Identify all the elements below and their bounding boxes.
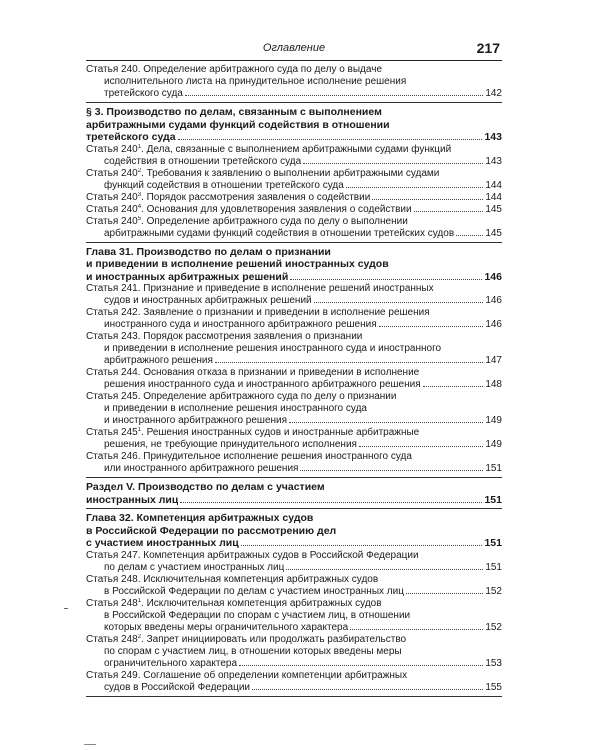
toc-entry-text: . Решения иностранных судов и иностранные арбитражные [141,427,420,438]
toc-entry-title [86,427,502,439]
toc-entry-text [104,658,237,670]
toc-entry-text [104,319,377,331]
dot-leader [303,163,483,164]
toc-entry-text [104,379,421,391]
toc-page-number: 152 [485,621,502,633]
dot-leader [359,446,483,447]
toc-heading [86,106,502,144]
toc-entry-text: Глава 31. Производство по делам о признании [86,245,331,258]
toc-page [86,40,502,697]
superscript: 5 [137,215,142,222]
dot-leader [252,689,483,690]
toc-page-number: 145 [485,227,502,239]
toc-entry-last-line [86,439,502,451]
toc-entry-last-line [86,156,502,168]
running-header [86,40,502,61]
toc-entry-continuation: исполнительного листа на принудительное исполнение решения [104,76,407,87]
margin-mark [64,608,68,609]
toc-entry [86,574,502,598]
toc-entry-last-line [86,319,502,331]
toc-entry-last-line [86,622,502,634]
toc-heading [86,246,502,284]
toc-entry-text [104,228,454,240]
toc-entry-text: иностранных лиц [86,493,179,506]
toc-section [86,61,502,103]
toc-entry-text: Статья 240 [86,143,138,155]
toc-entry-text: . Основания для удовлетворения заявления о содействии [141,203,412,215]
toc-entry-text [104,295,312,307]
toc-entry-title [86,451,502,463]
toc-entry-text: Статья 243. Порядок рассмотрения заявления о признании [86,331,363,342]
toc-entry-title [86,106,502,119]
toc-page-number: 146 [485,295,502,306]
toc-entry-title [86,391,502,403]
dot-leader [346,187,483,188]
toc-entry-last-line [86,204,502,216]
toc-entry-title [86,670,502,682]
toc-section [86,478,502,509]
toc-entry-text: функций содействия в отношении третейского суда [104,179,344,191]
toc-entry-title [86,307,502,319]
toc-entry-title [86,598,502,610]
dot-leader [350,629,483,630]
toc-entry-text: § 3. Производство по делам, связанным с выполнением [86,106,382,118]
superscript: 2 [137,167,142,174]
toc-entry-continuation: по спорам с участием лиц, в отношении которых введены меры [104,645,402,657]
toc-heading [86,481,502,506]
toc-entry-last-line [86,682,502,694]
toc-page-number: 151 [484,493,502,506]
dot-leader [239,665,483,666]
toc-section [86,509,502,697]
toc-page-number: 151 [485,561,502,573]
toc-entry-text: Статья 248 [86,633,138,645]
header-title: Оглавление [262,42,326,54]
toc-entry-text: Статья 242. Заявление о признании и приведении в исполнение решения [86,307,430,318]
toc-entry-text: и иностранного арбитражного решения [104,415,288,426]
toc-entry-continuation: в Российской Федерации по рассмотрению дел [86,524,337,537]
toc-page-number: 153 [485,657,502,669]
toc-entry [86,550,502,574]
toc-entry-text [104,586,404,598]
toc-entry-continuation: и приведении в исполнение решений иностранных судов [86,258,389,270]
toc-entry-text: Статья 240 [86,167,138,179]
toc-entry-text: . Порядок рассмотрения заявления о содействии [141,191,371,203]
toc-entry-text: судов в Российской Федерации [104,681,250,693]
toc-entry-text: . Исключительная компетенция арбитражных судов [141,597,382,609]
toc-page-number: 151 [485,463,502,474]
toc-entry-text: в Российской Федерации по делам с участием иностранных лиц [104,585,404,597]
toc-page-number: 148 [485,379,502,390]
toc-entry-text: третейского суда [86,131,176,143]
toc-page-number: 155 [485,681,502,693]
dot-leader [286,569,483,570]
toc-entry [86,367,502,391]
toc-entry-text [86,537,239,550]
toc-page-number: 144 [485,179,502,191]
toc-entry-text: Статья 240 [86,203,138,215]
toc-entry-title [86,634,502,646]
superscript: 1 [137,427,142,433]
toc-entry-continuation: в Российской Федерации по спорам с участием лиц, в отношении [104,609,411,621]
dot-leader [289,422,483,423]
toc-entry-last-line [86,131,502,144]
dot-leader [379,326,484,327]
toc-entry-text: арбитражного решения [104,355,213,366]
toc-entry-text [104,180,344,192]
toc-entry-title [86,246,502,259]
toc-entry-last-line [86,192,502,204]
dot-leader [456,235,483,236]
dot-leader [290,279,482,280]
toc-entry-text: Статья 248 [86,597,138,609]
toc-entry-text: Статья 244. Основания отказа в признании и приведении в исполнение [86,367,420,378]
toc-page-number: 152 [485,585,502,597]
dot-leader [178,139,483,140]
toc-entry-title [86,216,502,228]
toc-entry-title [86,168,502,180]
toc-entry-last-line [86,494,502,507]
toc-entry-continuation: и приведении в исполнение решения иностранного суда [104,403,367,414]
toc-entry-title [86,367,502,379]
toc-page-number: 147 [485,355,502,366]
dot-leader [215,362,483,363]
toc-entry-text: Статья 241. Признание и приведение в исполнение решений иностранных [86,283,434,294]
toc-entry-text [104,355,213,367]
toc-entry [86,192,502,204]
bottom-mark [84,744,96,745]
toc-entry-title [86,283,502,295]
toc-entry-text: Статья 245 [86,427,138,438]
toc-entry-text [104,88,183,100]
toc-entry-text: Статья 249. Соглашение об определении компетенции арбитражных [86,669,408,681]
toc-entry [86,427,502,451]
toc-entry-text: . Запрет инициировать или продолжать разбирательство [141,633,407,645]
toc-page-number: 149 [485,415,502,426]
toc-entry-text: Статья 240 [86,191,138,203]
toc-entry [86,307,502,331]
toc-entry-text [86,204,412,216]
toc-entry-title [86,331,502,343]
toc-entry-text: решения, не требующие принудительного исполнения [104,439,357,450]
toc-entry-last-line [86,658,502,670]
toc-entry-text [104,463,298,475]
toc-entry-continuation: арбитражными судами функций содействия в отношении [86,118,390,131]
toc-entry-text: Статья 240. Определение арбитражного суда по делу о выдаче [86,64,383,75]
toc-entry-text: иностранного суда и иностранного арбитражного решения [104,319,377,330]
toc-entry-text: ограничительного характера [104,657,238,669]
superscript: 2 [137,633,142,640]
toc-entry-text [104,439,357,451]
toc-entry-last-line [86,463,502,475]
dot-leader [314,302,484,303]
toc-entry-text: . Определение арбитражного суда по делу о выполнении [141,215,408,227]
toc-entry-text [104,415,287,427]
table-of-contents [86,61,502,697]
toc-page-number: 143 [485,155,502,167]
toc-entry-last-line [86,415,502,427]
toc-entry-text: третейского суда [104,88,183,99]
toc-entry-text: или иностранного арбитражного решения [104,463,299,474]
dot-leader [185,95,483,96]
toc-entry-text: с участием иностранных лиц [86,537,239,549]
toc-entry-last-line [86,379,502,391]
toc-page-number: 145 [485,203,502,215]
toc-entry-text [86,271,288,284]
toc-entry-last-line [86,295,502,307]
toc-entry-last-line [86,180,502,192]
toc-entry [86,283,502,307]
superscript: 3 [137,191,142,198]
toc-entry-text [86,494,178,507]
toc-page-number: 149 [485,439,502,450]
toc-page-number: 142 [485,88,502,99]
toc-page-number: 144 [485,191,502,203]
toc-entry-text [104,622,348,634]
toc-entry-title [86,574,502,586]
toc-entry-text: по делам с участием иностранных лиц [104,561,285,573]
toc-entry-title [86,481,502,494]
dot-leader [180,502,482,503]
toc-entry-last-line [86,586,502,598]
toc-entry-text: Статья 245. Определение арбитражного суда по делу о признании [86,391,397,402]
toc-entry [86,216,502,240]
toc-entry-text: арбитражными судами функций содействия в отношении третейских судов [104,227,455,239]
toc-entry [86,144,502,168]
toc-entry [86,331,502,367]
toc-entry-title [86,64,502,76]
toc-entry [86,598,502,634]
dot-leader [241,545,483,546]
dot-leader [372,199,483,200]
toc-entry-text: Статья 246. Принудительное исполнение решения иностранного суда [86,451,412,462]
toc-entry-text: . Дела, связанные с выполнением арбитражными судами функций [141,143,452,155]
dot-leader [300,470,483,471]
toc-entry-title [86,550,502,562]
toc-page-number: 143 [484,131,502,143]
toc-entry-last-line [86,537,502,550]
toc-entry-text [86,131,176,144]
dot-leader [414,211,484,212]
dot-leader [423,386,484,387]
toc-entry-title [86,144,502,156]
toc-entry-text: Раздел V. Производство по делам с участием [86,481,325,493]
toc-entry [86,204,502,216]
toc-entry-last-line [86,271,502,284]
toc-entry-text [104,562,284,574]
toc-entry [86,670,502,694]
toc-page-number: 146 [485,319,502,330]
toc-entry-text: решения иностранного суда и иностранного арбитражного решения [104,379,421,390]
superscript: 1 [137,597,142,604]
toc-entry-text: и иностранных арбитражных решений [86,270,289,283]
toc-entry [86,451,502,475]
toc-entry-last-line [86,355,502,367]
superscript: 4 [137,203,142,210]
toc-section [86,103,502,243]
toc-entry [86,168,502,192]
toc-entry-continuation: и приведении в исполнение решения иностранного суда и иностранного [104,343,442,354]
dot-leader [406,593,483,594]
toc-entry-text: содействия в отношении третейского суда [104,155,302,167]
toc-entry [86,391,502,427]
toc-heading [86,512,502,550]
toc-entry-title [86,512,502,525]
toc-entry-last-line [86,228,502,240]
toc-entry-last-line [86,88,502,100]
toc-entry-text: Статья 240 [86,215,138,227]
page-number: 217 [476,40,500,56]
toc-entry-last-line [86,562,502,574]
toc-entry-text [104,156,301,168]
toc-entry-text: Глава 32. Компетенция арбитражных судов [86,512,314,524]
superscript: 1 [137,143,142,150]
toc-section [86,243,502,479]
toc-page-number: 146 [484,270,502,283]
toc-entry-text [86,192,370,204]
toc-entry-text: которых введены меры ограничительного характера [104,621,349,633]
toc-entry-text [104,682,250,694]
toc-page-number: 151 [484,537,502,549]
toc-entry-text: . Требования к заявлению о выполнении арбитражными судами [141,167,440,179]
toc-entry [86,634,502,670]
toc-entry-text: судов и иностранных арбитражных решений [104,295,312,306]
toc-entry [86,64,502,100]
toc-entry-text: Статья 248. Исключительная компетенция арбитражных судов [86,573,379,585]
toc-entry-text: Статья 247. Компетенция арбитражных судов в Российской Федерации [86,549,419,561]
